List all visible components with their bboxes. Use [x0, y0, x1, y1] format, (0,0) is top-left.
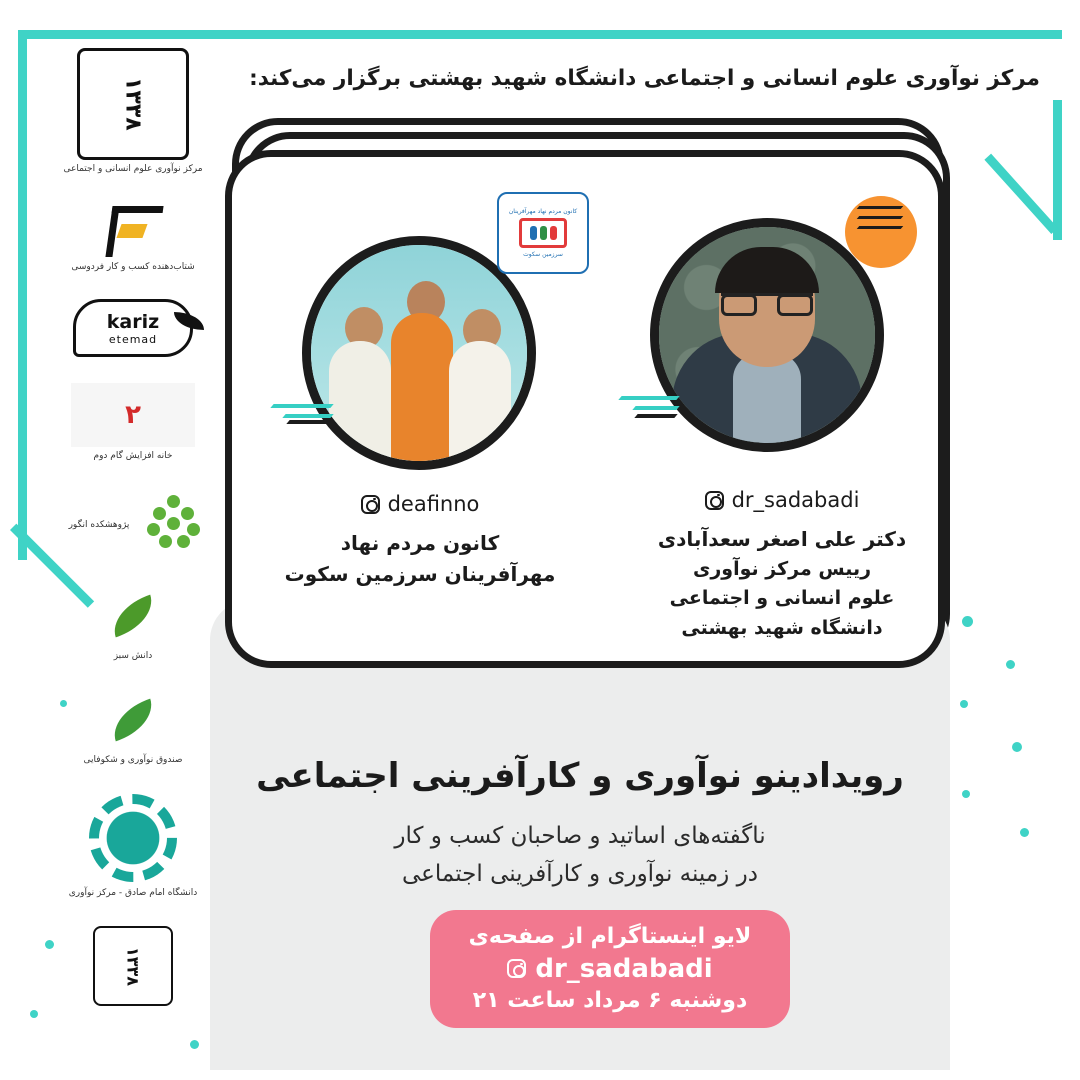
decor-dot	[1006, 660, 1015, 669]
event-subtitle-line: ناگفته‌های اساتید و صاحبان کسب و کار	[394, 823, 766, 849]
instagram-icon	[361, 495, 380, 514]
guest-line: کانون مردم نهاد	[340, 531, 500, 555]
guest-line: دانشگاه شهید بهشتی	[681, 616, 883, 639]
grape-dots-icon	[145, 495, 203, 553]
sponsor-logo-innovation-fund	[58, 689, 208, 767]
center-logo-bottom-text: سرزمین سکوت	[523, 251, 563, 259]
sbu-seal-icon: ۱۳۳۸	[77, 48, 189, 160]
ferdowsi-arrow-icon	[103, 202, 163, 258]
sponsor-caption: پژوهشکده انگور	[68, 520, 130, 531]
kariz-name: kariz	[106, 310, 160, 333]
green-leaf-icon	[78, 585, 188, 647]
sprout-icon	[78, 689, 188, 751]
teal-swoosh-right	[620, 396, 678, 416]
sponsor-logo-grape	[58, 489, 208, 559]
teal-left-border	[18, 30, 27, 560]
instagram-icon	[705, 491, 724, 510]
handle-text: deafinno	[387, 492, 480, 516]
teal-top-border	[18, 30, 1062, 39]
sponsor-logo-imam-sadegh	[58, 792, 208, 900]
grape-cluster-icon	[63, 489, 203, 559]
broadcast-datetime: دوشنبه ۶ مرداد ساعت ۲۱	[472, 987, 748, 1013]
sponsor-logo-kariz	[58, 299, 208, 357]
instagram-icon	[507, 959, 526, 978]
decor-dot	[962, 790, 970, 798]
sponsor-logo-second-chance	[58, 383, 208, 463]
teal-right-border	[1053, 100, 1062, 240]
flower-icon	[87, 792, 179, 884]
center-logo-top-text: کانون مردم نهاد مهرآفرینان	[508, 207, 578, 215]
handle-text: dr_sadabadi	[731, 488, 860, 512]
guest-line: دکتر علی اصغر سعدآبادی	[657, 527, 907, 551]
leaf-icon	[174, 312, 204, 330]
dark-swoosh-left	[288, 420, 328, 430]
team-photo	[311, 245, 527, 461]
handle-text: dr_sadabadi	[535, 953, 713, 984]
guest-line: علوم انسانی و اجتماعی	[669, 587, 895, 610]
sbu-seal-icon: ۱۳۳۸	[93, 926, 173, 1006]
sponsor-caption: دانشگاه امام صادق - مرکز نوآوری	[68, 888, 198, 899]
sponsor-caption: شتاب‌دهنده کسب و کار فردوسی	[71, 261, 195, 272]
sponsor-logo-sbu-bottom	[58, 926, 208, 1006]
event-subtitle	[230, 818, 930, 894]
sponsor-logo-sbu-innovation-center	[58, 48, 208, 176]
sponsor-logo-ferdowsi	[58, 202, 208, 274]
kariz-wordmark-icon	[73, 299, 193, 357]
avatar-dr-sadabadi	[650, 218, 884, 452]
mehr-afarinan-logo	[497, 192, 589, 274]
event-subtitle-line: در زمینه نوآوری و کارآفرینی اجتماعی	[402, 860, 758, 887]
sponsor-caption: دانش سبز	[113, 651, 153, 662]
speaker-photo	[659, 227, 875, 443]
dark-swoosh-right	[636, 414, 676, 424]
decor-dot	[1012, 742, 1022, 752]
decor-dot	[962, 616, 973, 627]
teal-right-diagonal-accent	[984, 154, 1058, 234]
event-title: رویدادینو نوآوری و کارآفرینی اجتماعی	[256, 756, 904, 796]
kariz-sub: etemad	[108, 332, 158, 346]
decor-dot	[30, 1010, 38, 1018]
instagram-handle-sadabadi[interactable]	[612, 488, 952, 512]
decor-dot	[1020, 828, 1029, 837]
sponsor-caption: خانه افزایش گام دوم	[93, 451, 173, 462]
second-chance-icon: ۲	[71, 383, 195, 447]
broadcast-handle[interactable]	[430, 954, 790, 984]
house-people-icon	[519, 218, 567, 248]
decor-dot	[960, 700, 968, 708]
sponsor-caption: مرکز نوآوری علوم انسانی و اجتماعی	[63, 164, 203, 174]
broadcast-line-1: لایو اینستاگرام از صفحه‌ی	[468, 924, 752, 949]
guest-caption-sadabadi	[612, 488, 952, 643]
page-title: مرکز نوآوری علوم انسانی و اجتماعی دانشگاه شهید بهشتی برگزار می‌کند:	[249, 66, 1040, 91]
sponsor-logo-rail	[48, 48, 218, 1006]
guest-line: رییس مرکز نوآوری	[692, 558, 872, 580]
broadcast-badge	[430, 910, 790, 1028]
guest-caption-deafinno	[250, 492, 590, 590]
sponsor-logo-green-leaf	[58, 585, 208, 663]
orange-stripe-decor	[858, 206, 902, 236]
instagram-handle-deafinno[interactable]	[250, 492, 590, 516]
sponsor-caption: صندوق نوآوری و شکوفایی	[83, 754, 183, 765]
guest-line: مهرآفرینان سرزمین سکوت	[284, 562, 556, 586]
decor-dot	[190, 1040, 199, 1049]
